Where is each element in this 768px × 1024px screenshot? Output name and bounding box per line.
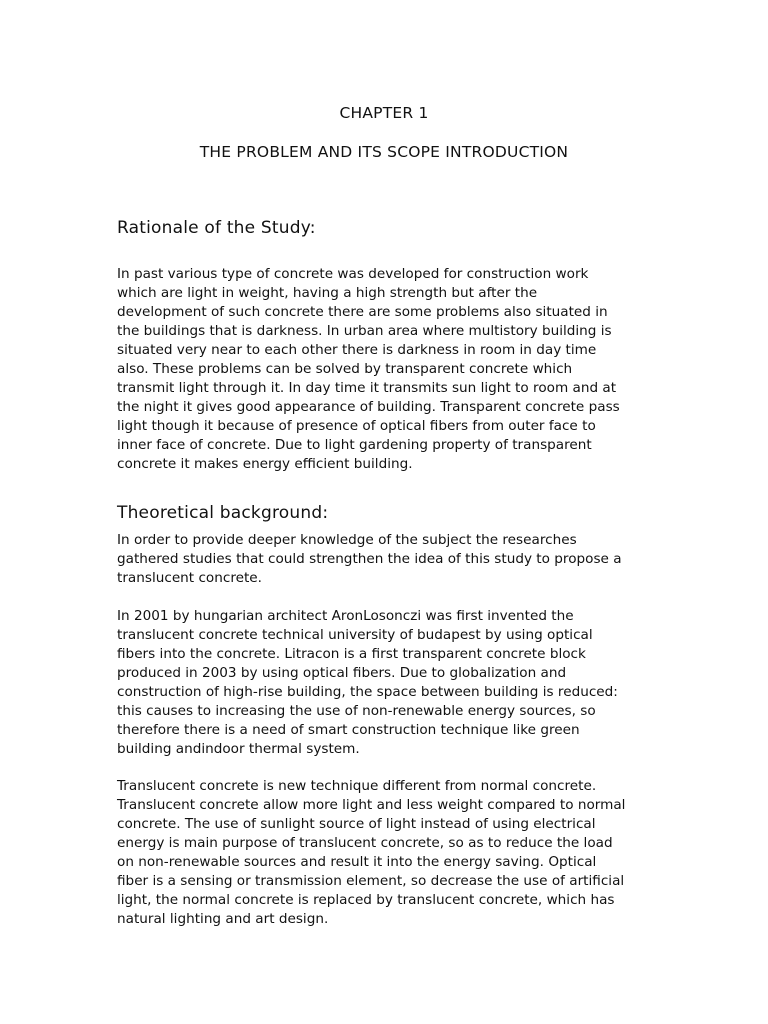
text-line: which are light in weight, having a high strength but after the — [117, 285, 538, 301]
text-line: translucent concrete. — [117, 570, 262, 586]
text-line: inner face of concrete. Due to light gardening property of transparent — [117, 437, 592, 453]
text-line: fibers into the concrete. Litracon is a first transparent concrete block — [117, 646, 586, 662]
text-line: development of such concrete there are some problems also situated in — [117, 304, 608, 320]
text-line: fiber is a sensing or transmission element, so decrease the use of artificial — [117, 873, 625, 889]
text-line: In 2001 by hungarian architect AronLosonczi was first invented the — [117, 608, 574, 624]
text-line: Translucent concrete allow more light and less weight compared to normal — [117, 797, 626, 813]
text-line: light though it because of presence of optical fibers from outer face to — [117, 418, 596, 434]
chapter-number: CHAPTER 1 — [339, 104, 429, 122]
text-line: natural lighting and art design. — [117, 911, 329, 927]
paragraph-theory-history — [117, 607, 657, 759]
text-line: concrete. The use of sunlight source of light instead of using electrical — [117, 816, 596, 832]
section-heading-theoretical-background: Theoretical background: — [117, 503, 329, 523]
text-line: transmit light through it. In day time it transmits sun light to room and at — [117, 380, 617, 396]
text-line: light, the normal concrete is replaced by translucent concrete, which has — [117, 892, 615, 908]
text-line: translucent concrete technical university of budapest by using optical — [117, 627, 593, 643]
text-line: gathered studies that could strengthen the idea of this study to propose a — [117, 551, 622, 567]
text-line: the buildings that is darkness. In urban area where multistory building is — [117, 323, 612, 339]
text-line: In past various type of concrete was developed for construction work — [117, 266, 589, 282]
text-line: therefore there is a need of smart construction technique like green — [117, 722, 580, 738]
text-line: situated very near to each other there is darkness in room in day time — [117, 342, 597, 358]
text-line: concrete it makes energy efficient building. — [117, 456, 413, 472]
paragraph-theory-intro — [117, 531, 657, 588]
text-line: this causes to increasing the use of non-renewable energy sources, so — [117, 703, 596, 719]
text-line: building andindoor thermal system. — [117, 741, 360, 757]
text-line: on non-renewable sources and result it into the energy saving. Optical — [117, 854, 597, 870]
text-line: Translucent concrete is new technique different from normal concrete. — [117, 778, 597, 794]
text-line: produced in 2003 by using optical fibers. Due to globalization and — [117, 665, 567, 681]
text-line: also. These problems can be solved by transparent concrete which — [117, 361, 573, 377]
chapter-title: THE PROBLEM AND ITS SCOPE INTRODUCTION — [199, 143, 569, 161]
paragraph-rationale — [117, 265, 657, 474]
paragraph-theory-technique — [117, 777, 657, 929]
text-line: In order to provide deeper knowledge of the subject the researches — [117, 532, 577, 548]
section-heading-rationale: Rationale of the Study: — [117, 218, 316, 238]
text-line: construction of high-rise building, the space between building is reduced: — [117, 684, 618, 700]
text-line: energy is main purpose of translucent concrete, so as to reduce the load — [117, 835, 613, 851]
text-line: the night it gives good appearance of building. Transparent concrete pass — [117, 399, 620, 415]
